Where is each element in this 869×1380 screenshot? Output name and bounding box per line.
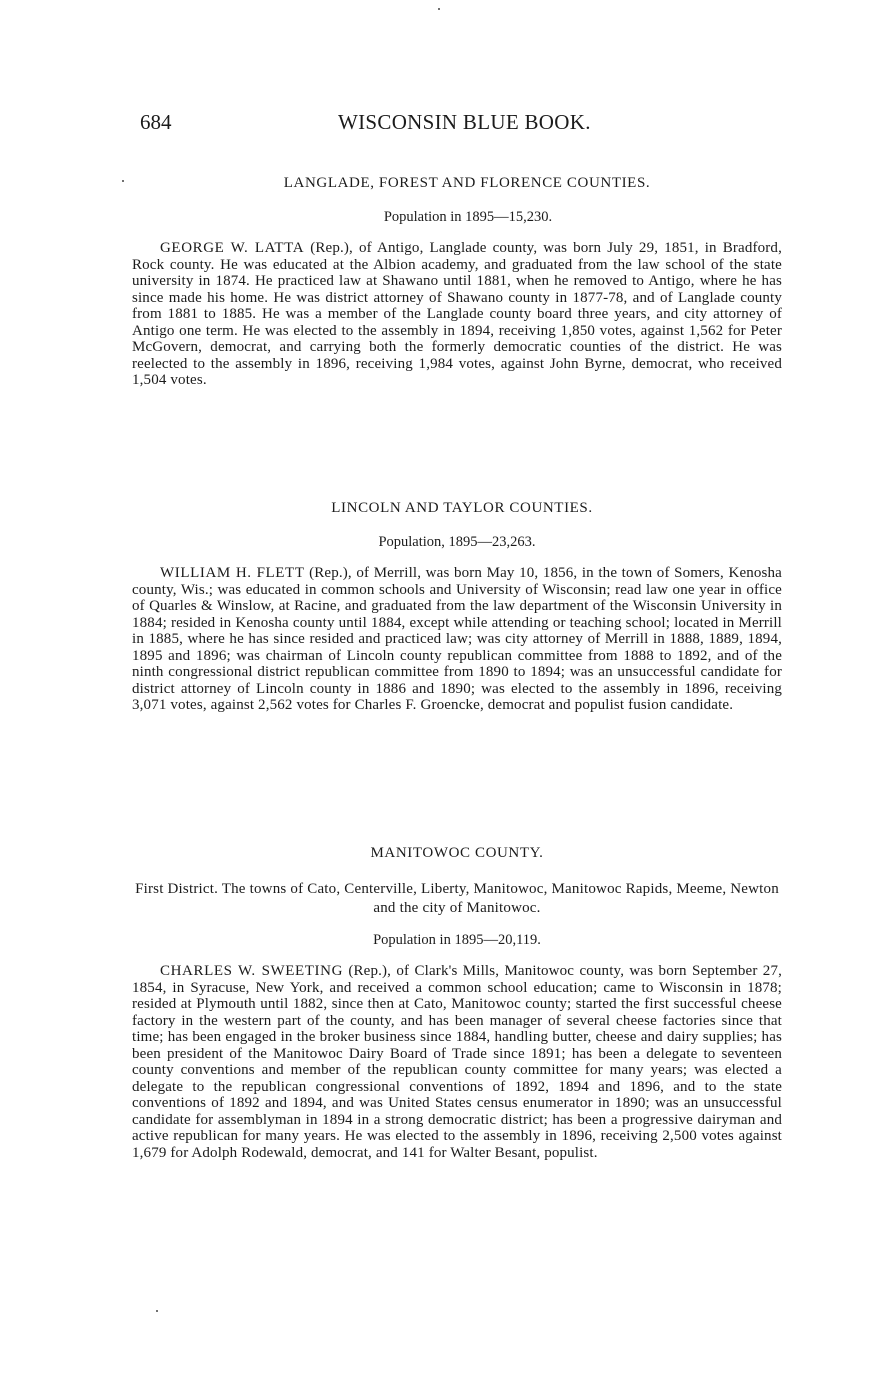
section-title: LANGLADE, FOREST AND FLORENCE COUNTIES. xyxy=(283,175,651,191)
page-header xyxy=(140,110,780,140)
biography-text: (Rep.), of Clark's Mills, Manitowoc county, was born September 27, 1854, in Syracuse, New York, and received a common school education; came to Wisconsin in 1878; resided at Plymouth until 1882, since then at Cato, Manitowoc county; started the first successful cheese factory in the western part of the county, and has been manager of several cheese factories since that time; has been engaged in the broker business since 1884, handling butter, cheese and dairy supplies; has been president of the Manitowoc Dairy Board of Trade since 1891; has been a delegate to seventeen county conventions and member of the republican county committee for many years; was elected a delegate to the republican congressional conventions of 1892, 1894 and 1896, and to the state conventions of 1892 and 1894, and was United States census enumerator in 1890; was an unsuccessful candidate for assemblyman in 1894 in a strong democratic district; has been a progressive dairyman and active republican for many years. He was elected to the assembly in 1896, receiving 2,500 votes against 1,679 for Adolph Rodewald, democrat, and 141 for Walter Besant, populist. xyxy=(132,963,782,1161)
population-line: Population in 1895—20,119. xyxy=(373,932,541,948)
print-speck xyxy=(122,180,124,182)
page-number: 684 xyxy=(140,110,172,134)
population-line: Population in 1895—15,230. xyxy=(383,209,553,225)
biography-text: (Rep.), of Antigo, Langlade county, was born July 29, 1851, in Bradford, Rock county. He was educated at the Albion academy, and graduated from the law school of the state university in 1874. He practiced law at Shawano until 1881, when he removed to Antigo, where he has since made his home. He was district attorney of Shawano county in 1877-78, and of Langlade county from 1881 to 1885. He was a member of the Langlade county board three years, and city attorney of Antigo one term. He was elected to the assembly in 1894, receiving 1,850 votes, against 1,562 for Peter McGovern, democrat, and carrying both the formerly democratic counties of the district. He was reelected to the assembly in 1896, receiving 1,984 votes, against John Byrne, democrat, who received 1,504 votes. xyxy=(132,240,782,388)
section-lincoln-taylor xyxy=(132,500,782,714)
biography-paragraph xyxy=(132,565,782,714)
member-name: WILLIAM H. FLETT xyxy=(160,565,305,581)
member-name: CHARLES W. SWEETING xyxy=(160,963,344,979)
print-speck xyxy=(438,8,440,10)
section-title: LINCOLN AND TAYLOR COUNTIES. xyxy=(331,500,593,516)
member-name: GEORGE W. LATTA xyxy=(160,240,305,256)
running-title: WISCONSIN BLUE BOOK. xyxy=(338,110,591,134)
biography-paragraph xyxy=(132,963,782,1161)
population-line: Population, 1895—23,263. xyxy=(378,534,536,550)
biography-paragraph xyxy=(132,240,782,389)
biography-text: (Rep.), of Merrill, was born May 10, 1856, in the town of Somers, Kenosha county, Wis.; was educated in common schools and University of Wisconsin; read law one year in office of Quarles & Winslow, at Racine, and graduated from the law department of the Wisconsin University in 1884; resided in Kenosha county until 1884, except while attending or teaching school; located in Merrill in 1885, where he has since resided and practiced law; was city attorney of Merrill in 1888, 1889, 1894, 1895 and 1896; was chairman of Lincoln county republican committee from 1888 to 1892, and of the ninth congressional district republican committee from 1890 to 1894; was an unsuccessful candidate for district attorney of Lincoln county in 1886 and 1890; was elected to the assembly in 1896, receiving 3,071 votes, against 2,562 votes for Charles F. Groencke, democrat and populist fusion candidate. xyxy=(132,565,782,713)
section-manitowoc xyxy=(132,845,782,1161)
print-speck xyxy=(156,1310,158,1312)
section-langlade xyxy=(132,175,782,389)
section-title: MANITOWOC COUNTY. xyxy=(370,845,544,861)
district-description: First District. The towns of Cato, Centerville, Liberty, Manitowoc, Manitowoc Rapids, Meeme, Newton and the city of Manitowoc. xyxy=(135,881,779,916)
